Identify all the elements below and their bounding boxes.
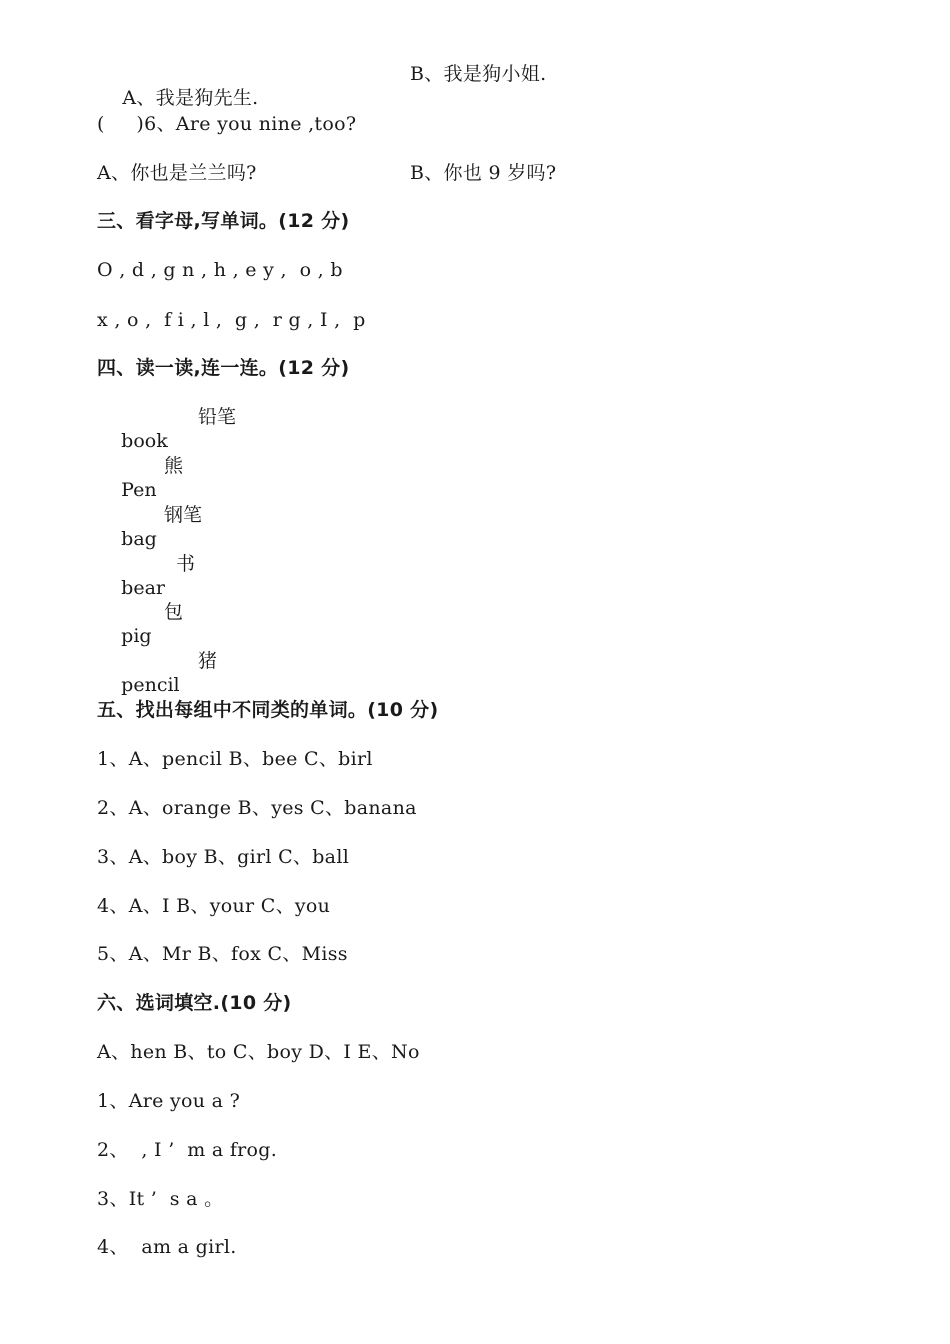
- fill-blank-item: 1、Are you a ?: [97, 1090, 241, 1112]
- q6-option-b: B、你也 9 岁吗?: [410, 162, 557, 184]
- match-cn: 书: [176, 553, 196, 575]
- match-cn: 铅笔: [198, 406, 237, 428]
- section5-heading: 五、找出每组中不同类的单词。(10 分): [97, 699, 439, 721]
- odd-one-out-item: 3、A、boy B、girl C、ball: [97, 846, 350, 868]
- q5-option-b: B、我是狗小姐.: [410, 63, 547, 85]
- odd-one-out-item: 2、A、orange B、yes C、banana: [97, 797, 417, 819]
- match-pair: [97, 649, 218, 745]
- q5-option-a: A、我是狗先生.: [122, 87, 259, 109]
- match-en: pig: [121, 625, 152, 647]
- fill-blank-item: 2、 , I ’ m a frog.: [97, 1139, 278, 1161]
- section4-heading: 四、读一读,连一连。(12 分): [97, 357, 350, 379]
- match-cn: 猪: [198, 650, 218, 672]
- match-en: bear: [121, 577, 165, 599]
- odd-one-out-item: 4、A、I B、your C、you: [97, 895, 331, 917]
- section6-heading: 六、选词填空.(10 分): [97, 992, 292, 1014]
- fill-blank-item: 3、It ’ s a 。: [97, 1188, 224, 1210]
- match-cn: 包: [164, 601, 184, 623]
- section3-letters-line1: O , d , g n , h , e y , o , b: [97, 259, 343, 281]
- match-en: Pen: [121, 479, 157, 501]
- odd-one-out-item: 1、A、pencil B、bee C、birl: [97, 748, 373, 770]
- match-cn: 熊: [164, 455, 184, 477]
- q6-question: ( )6、Are you nine ,too?: [97, 113, 357, 135]
- section3-heading: 三、看字母,写单词。(12 分): [97, 210, 350, 232]
- section3-letters-line2: x , o , f i , l , g , r g , I , p: [97, 309, 366, 331]
- section6-word-options: A、hen B、to C、boy D、I E、No: [97, 1041, 420, 1063]
- match-en: pencil: [121, 674, 180, 696]
- match-en: bag: [121, 528, 157, 550]
- odd-one-out-item: 5、A、Mr B、fox C、Miss: [97, 943, 348, 965]
- fill-blank-item: 4、 am a girl.: [97, 1236, 237, 1258]
- match-cn: 钢笔: [164, 504, 203, 526]
- match-en: book: [121, 430, 168, 452]
- q6-option-a: A、你也是兰兰吗?: [97, 162, 257, 184]
